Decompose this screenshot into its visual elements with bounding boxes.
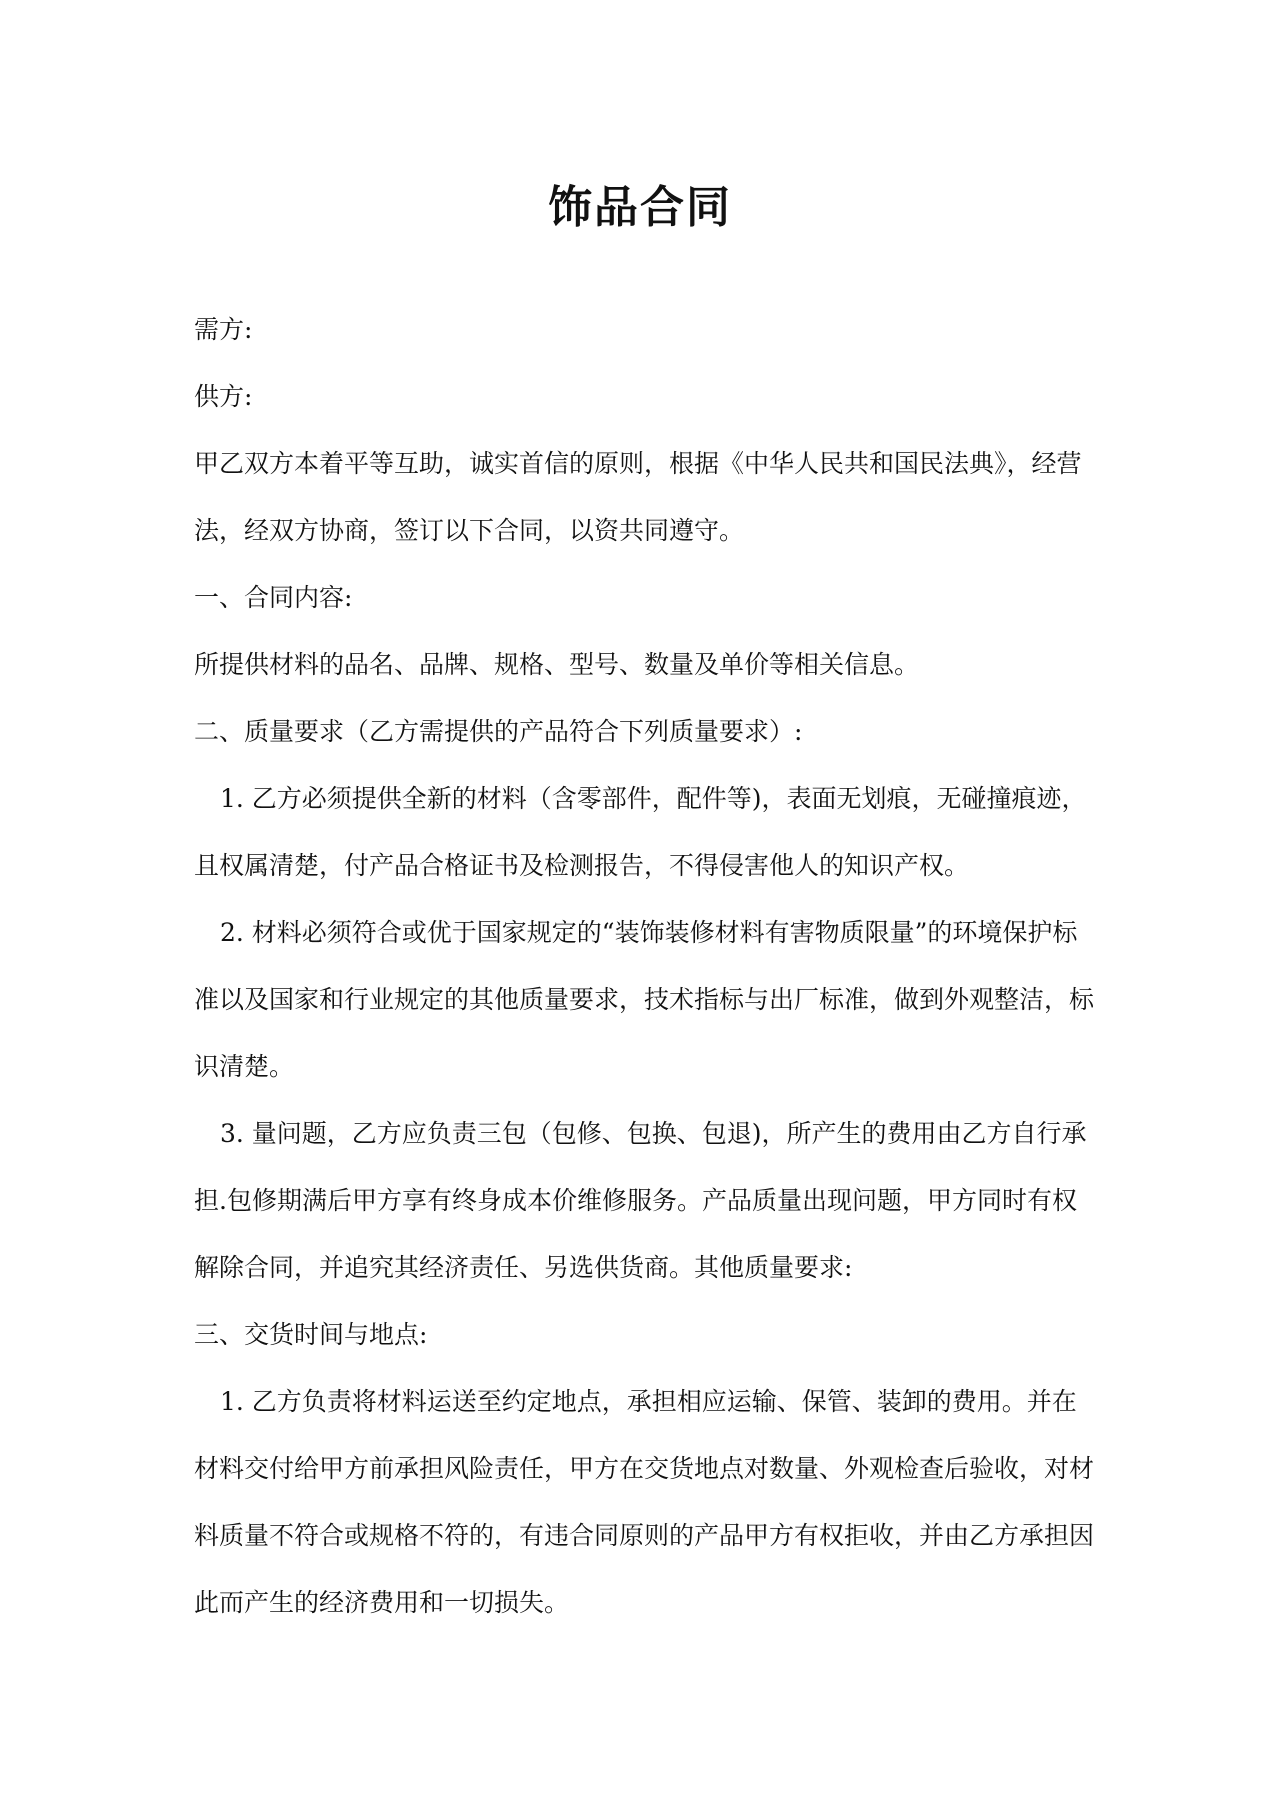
section-2-item-2: 2. 材料必须符合或优于国家规定的“装饰装修材料有害物质限量”的环境保护标准以及国家和行业规定的其他质量要求，技术指标与出厂标准，做到外观整洁，标识清楚。 (194, 918, 1095, 1081)
section-2-item-1: 1. 乙方必须提供全新的材料（含零部件，配件等)，表面无划痕，无碰撞痕迹，且权属清楚，付产品合格证书及检测报告，不得侵害他人的知识产权。 (194, 784, 1087, 880)
section-1-heading: 一、合同内容: (194, 583, 353, 612)
buyer-label: 需方: (194, 315, 253, 344)
section-2-item-3: 3. 量问题，乙方应负责三包（包修、包换、包退)，所产生的费用由乙方自行承担.包修期满后甲方享有终身成本价维修服务。产品质量出现问题，甲方同时有权解除合同，并追究其经济责任、另选供货商。其他质量要求: (194, 1119, 1087, 1282)
section-3-heading: 三、交货时间与地点: (194, 1320, 428, 1349)
section-1-text: 所提供材料的品名、品牌、规格、型号、数量及单价等相关信息。 (194, 650, 920, 679)
supplier-label: 供方: (194, 382, 253, 411)
section-2-heading: 二、质量要求（乙方需提供的产品符合下列质量要求）: (194, 717, 803, 746)
section-3-item-1: 1. 乙方负责将材料运送至约定地点，承担相应运输、保管、装卸的费用。并在材料交付给甲方前承担风险责任，甲方在交货地点对数量、外观检查后验收，对材料质量不符合或规格不符的，有违合同原则的产品甲方有权拒收，并由乙方承担因此而产生的经济费用和一切损失。 (194, 1387, 1095, 1617)
document-title: 饰品合同 (548, 182, 732, 233)
intro-paragraph: 甲乙双方本着平等互助，诚实首信的原则，根据《中华人民共和国民法典》，经营法，经双方协商，签订以下合同，以资共同遵守。 (194, 449, 1082, 545)
document-body (194, 296, 1094, 1636)
